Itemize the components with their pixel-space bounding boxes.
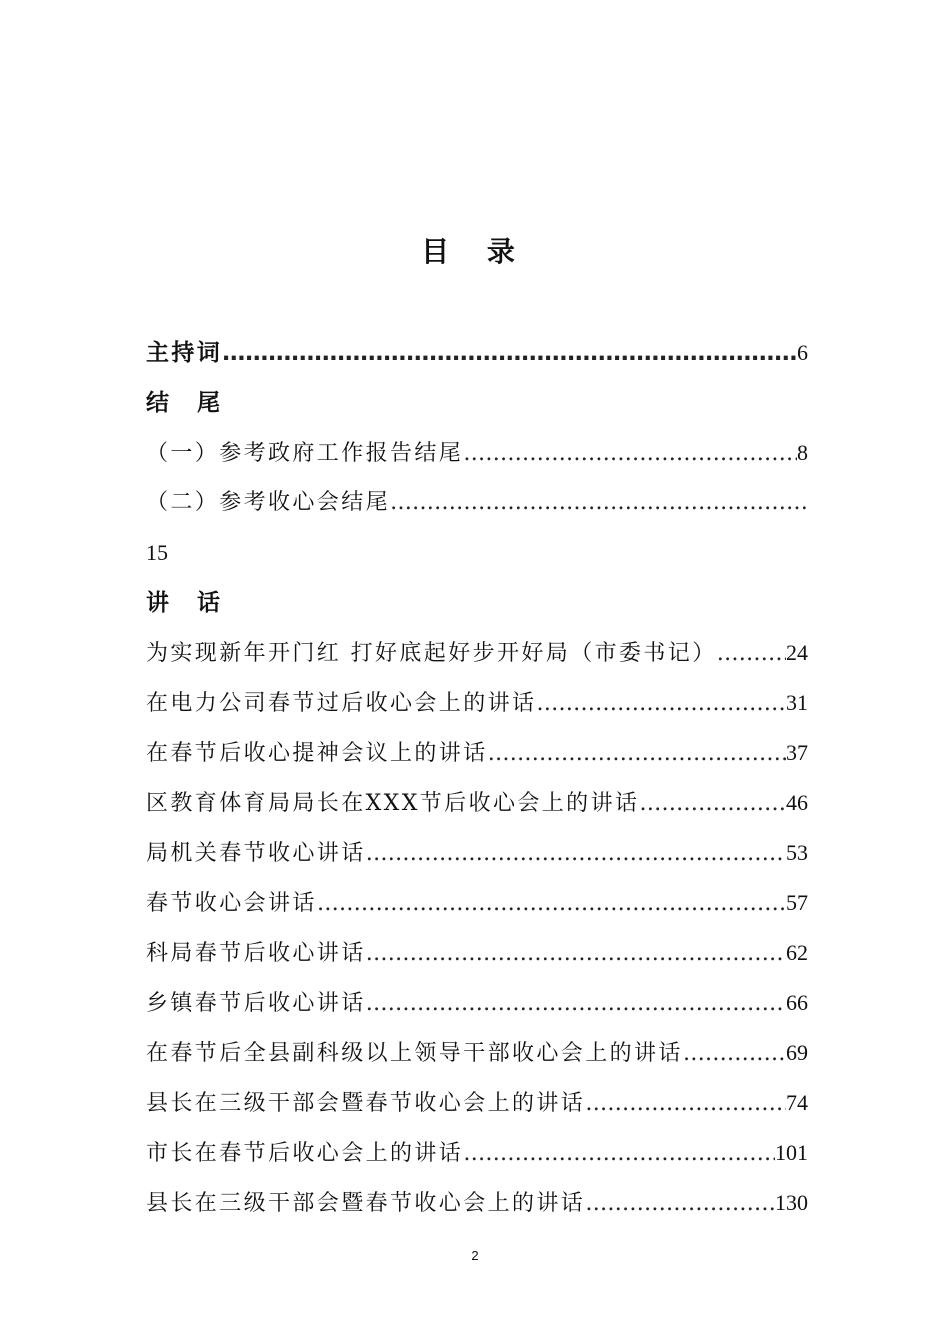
toc-entry[interactable] [146, 980, 808, 1030]
toc-entry[interactable] [146, 1130, 808, 1180]
toc-entry-page: 24 [786, 640, 808, 665]
toc-entry-label: 科局春节后收心讲话 [146, 941, 366, 966]
toc-entry[interactable] [146, 1180, 808, 1230]
toc-entry-label: 在春节后收心提神会议上的讲话 [146, 741, 488, 766]
toc-entry-label: 市长在春节后收心会上的讲话 [146, 1141, 464, 1166]
toc-entry-page: 69 [786, 1040, 808, 1065]
toc-entry-label: （一）参考政府工作报告结尾 [146, 441, 464, 466]
toc-entry-host[interactable] [146, 330, 808, 380]
toc-entry-page: 57 [786, 890, 808, 915]
section-heading-speech: 讲 话 [146, 590, 231, 616]
toc-entry-label: 区教育体育局局长在XXX节后收心会上的讲话 [146, 791, 640, 816]
toc-leader-dots [463, 431, 797, 477]
page-number: 2 [471, 1248, 479, 1263]
toc-entry-label: （二）参考收心会结尾 [146, 490, 391, 515]
section-heading-ending: 结 尾 [146, 390, 231, 416]
toc-leader-dots [717, 631, 786, 677]
toc-leader-dots [366, 831, 786, 877]
toc-entry-page: 8 [797, 440, 808, 465]
toc-entry[interactable] [146, 930, 808, 980]
toc-entry[interactable] [146, 1030, 808, 1080]
toc-entry-page: 62 [786, 940, 808, 965]
toc-entry-label: 县长在三级干部会暨春节收心会上的讲话 [146, 1091, 586, 1116]
toc-leader-dots [222, 330, 797, 376]
toc-title: 目 录 [421, 235, 529, 268]
toc-entry[interactable] [146, 480, 808, 530]
toc-entry-page-wrapped: 15 [146, 540, 168, 565]
toc-entry-page: 130 [775, 1190, 808, 1215]
toc-entry-label: 乡镇春节后收心讲话 [146, 991, 366, 1016]
toc-leader-dots [488, 731, 786, 777]
table-of-contents [146, 330, 808, 1230]
toc-leader-dots [317, 881, 786, 927]
toc-entry[interactable] [146, 880, 808, 930]
toc-leader-dots [585, 1181, 775, 1227]
toc-entry-page: 6 [797, 340, 808, 365]
toc-leader-dots [683, 1031, 786, 1077]
toc-entry-page: 74 [786, 1090, 808, 1115]
toc-entry-page: 101 [775, 1140, 808, 1165]
toc-entry[interactable] [146, 830, 808, 880]
toc-entry-page: 31 [786, 690, 808, 715]
toc-leader-dots [463, 1131, 775, 1177]
toc-entry[interactable] [146, 680, 808, 730]
toc-leader-dots [390, 480, 808, 526]
toc-entry-page: 37 [786, 740, 808, 765]
toc-entry-label: 县长在三级干部会暨春节收心会上的讲话 [146, 1191, 586, 1216]
toc-entry[interactable] [146, 730, 808, 780]
toc-leader-dots [585, 1081, 786, 1127]
toc-entry[interactable] [146, 1080, 808, 1130]
toc-entry-label: 在电力公司春节过后收心会上的讲话 [146, 691, 537, 716]
toc-entry[interactable] [146, 430, 808, 480]
toc-entry[interactable] [146, 630, 808, 680]
toc-entry-label: 为实现新年开门红 打好底起好步开好局（市委书记） [146, 641, 717, 666]
toc-leader-dots [639, 781, 786, 827]
toc-entry-page: 53 [786, 840, 808, 865]
toc-entry-label: 在春节后全县副科级以上领导干部收心会上的讲话 [146, 1041, 683, 1066]
toc-entry-page: 46 [786, 790, 808, 815]
toc-leader-dots [536, 681, 786, 727]
toc-leader-dots [366, 931, 786, 977]
toc-entry[interactable] [146, 780, 808, 830]
toc-leader-dots [366, 981, 786, 1027]
toc-entry-label: 局机关春节收心讲话 [146, 841, 366, 866]
toc-entry-label: 主持词 [146, 340, 223, 366]
toc-entry-page: 66 [786, 990, 808, 1015]
toc-entry-label: 春节收心会讲话 [146, 891, 317, 916]
